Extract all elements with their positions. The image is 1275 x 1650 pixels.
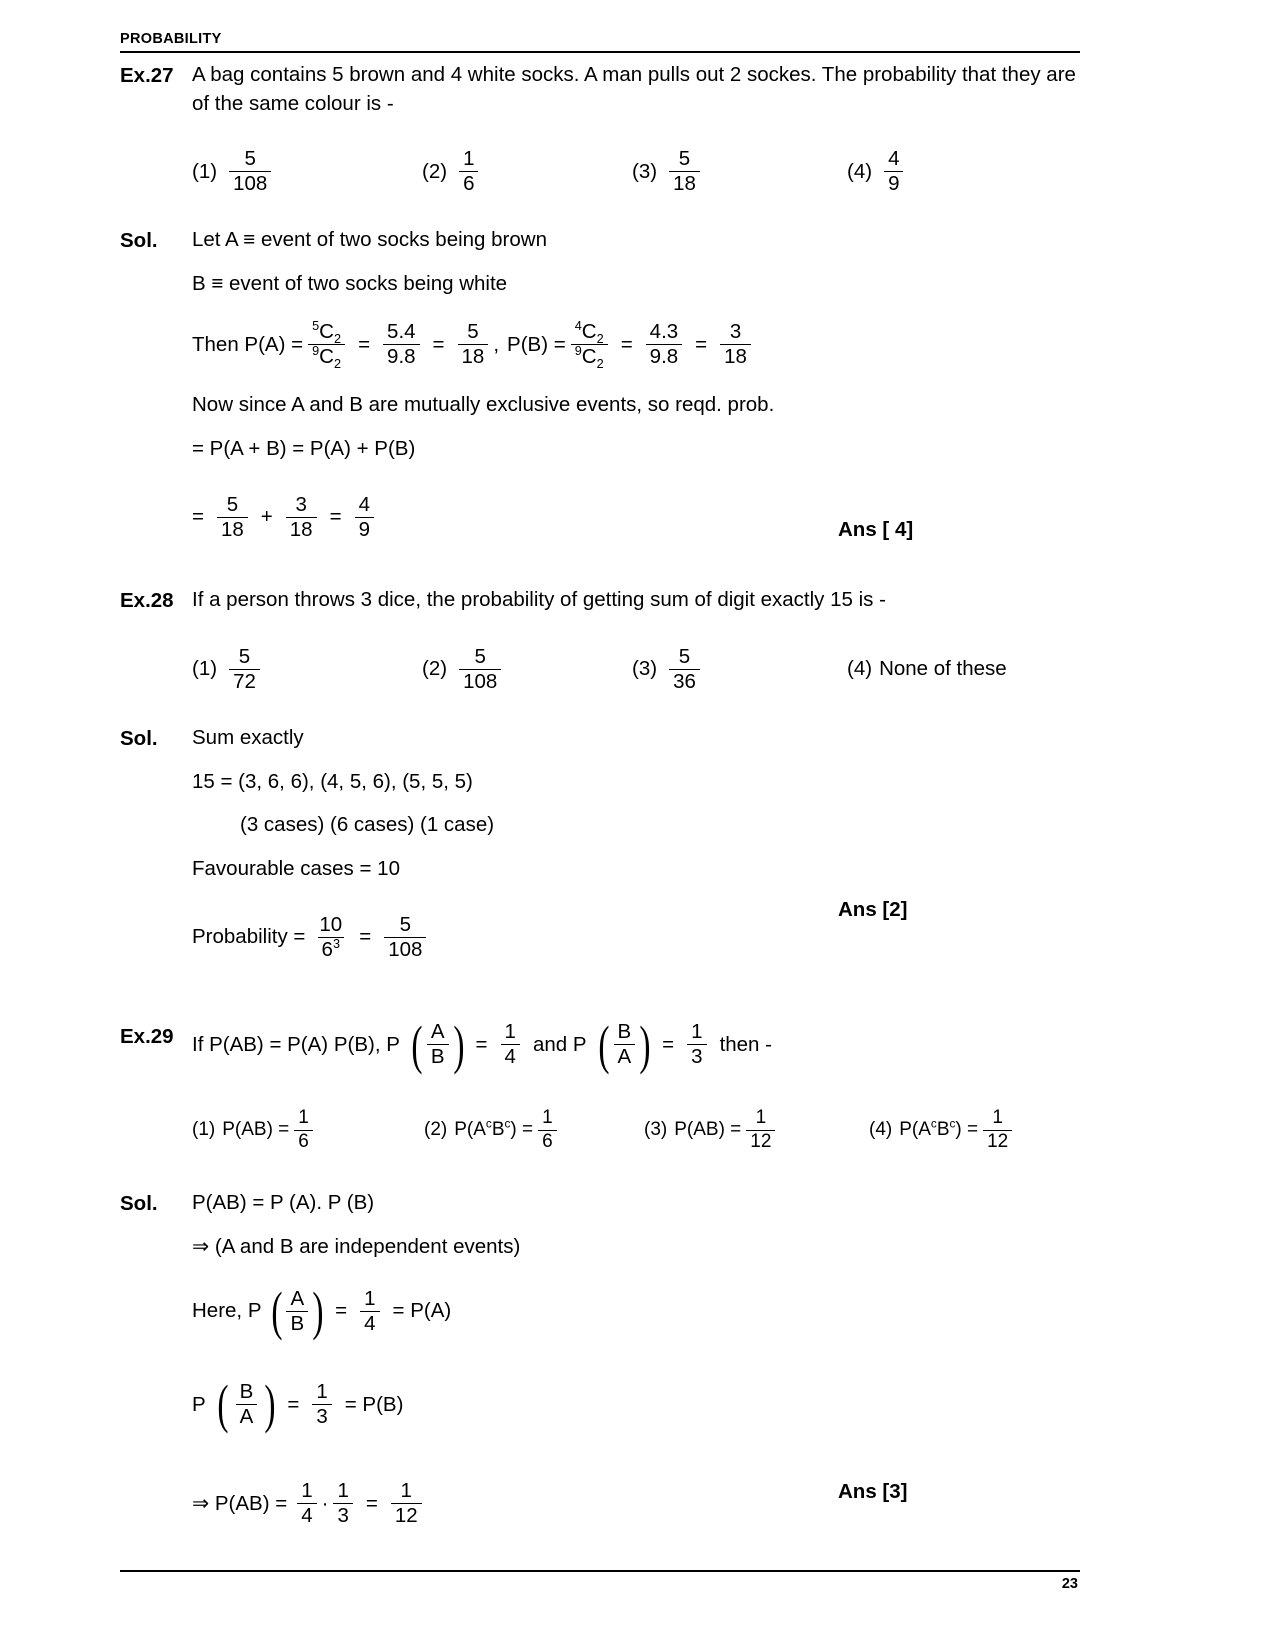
option-4[interactable] (847, 148, 908, 195)
pa-numerator-combination: $^5C_2$ (312, 318, 342, 346)
option-3-label: (3) (644, 1119, 668, 1141)
header-divider (120, 51, 1080, 53)
option-3-fraction: $\frac{5}{36}$ (669, 646, 700, 693)
six-cubed: $6^3$ (318, 937, 344, 961)
equals-sign: = (287, 1392, 300, 1416)
option-1[interactable] (192, 1108, 424, 1152)
pb-fraction-2: $\frac{4.3}{9.8}$ (646, 321, 683, 368)
option-3-expression: P(AB) = (674, 1119, 742, 1141)
right-paren-icon: ) (452, 1014, 465, 1075)
final-fraction-1: $\frac{1}{4}$ (297, 1480, 316, 1527)
solution-27-line-5: = P(A + B) = P(A) + P(B) (192, 436, 416, 460)
example-27-question-text: A bag contains 5 brown and 4 white socks. A man pulls out 2 sockes. The probability that they are of the same colour is - (192, 63, 1076, 116)
answer-marker-27: Ans [ 4] (838, 518, 914, 541)
conditional-probability-a-given-b (408, 1014, 468, 1075)
option-4-label: (4) (847, 159, 873, 183)
page-number: 23 (1061, 1576, 1078, 1592)
conditional-a-given-b (268, 1281, 328, 1342)
here-value-fraction: $\frac{1}{4}$ (360, 1288, 379, 1335)
pb-combination-fraction (571, 318, 608, 372)
option-2-fraction: $\frac{1}{6}$ (538, 1108, 557, 1152)
example-27-options (192, 148, 1095, 195)
option-1[interactable] (192, 646, 422, 693)
option-4-label: (4) (869, 1119, 893, 1141)
option-2[interactable] (422, 148, 632, 195)
equals-sign-final-2: = (329, 505, 342, 529)
solution-28-label: Sol. (120, 726, 158, 750)
comma-separator: , (493, 332, 500, 356)
pa-fraction-3: $\frac{5}{18}$ (458, 321, 489, 368)
pb-label: P (192, 1392, 206, 1416)
pb-tail: = P(B) (344, 1392, 404, 1416)
final-fraction-2: $\frac{1}{3}$ (333, 1480, 352, 1527)
equals-sign-1: = (358, 332, 371, 356)
probability-fraction-1: $\frac{10}{6^3}$ (319, 912, 343, 961)
example-29-solution-block (120, 1188, 1095, 1527)
option-2-label: (2) (424, 1119, 448, 1141)
example-29-options (192, 1108, 1095, 1152)
option-3-fraction: $\frac{5}{18}$ (669, 148, 700, 195)
option-1-fraction: $\frac{1}{6}$ (294, 1108, 313, 1152)
q29-fraction-1: $\frac{1}{4}$ (501, 1021, 520, 1068)
solution-28-probability-equation (192, 914, 1095, 961)
solution-29-final-equation (192, 1480, 1095, 1527)
option-3[interactable] (632, 646, 847, 693)
left-paren-icon: ( (270, 1281, 283, 1342)
option-4-text: None of these (879, 657, 1007, 681)
here-tail: = P(A) (392, 1299, 452, 1323)
solution-29-label: Sol. (120, 1192, 158, 1216)
q29-fraction-2: $\frac{1}{3}$ (687, 1021, 706, 1068)
q29-part-1: If P(AB) = P(A) P(B), P (192, 1032, 400, 1056)
equals-sign-4: = (695, 332, 708, 356)
final-fraction-3: $\frac{4}{9}$ (355, 494, 374, 541)
answer-marker-28: Ans [2] (838, 898, 908, 921)
left-paren-icon: ( (597, 1014, 610, 1075)
option-1-expression: P(AB) = (222, 1119, 290, 1141)
option-4[interactable] (869, 1108, 1017, 1152)
equals-sign: = (359, 925, 372, 949)
option-4-fraction: $\frac{4}{9}$ (884, 148, 903, 195)
example-28-question-block (120, 585, 1095, 616)
solution-27-line-4: Now since A and B are mutually exclusive events, so reqd. prob. (192, 393, 775, 417)
equals-sign: = (365, 1491, 378, 1515)
solution-28-line-3: (3 cases) (6 cases) (1 case) (240, 813, 495, 837)
cond-fraction-2: $\frac{B}{A}$ (614, 1021, 636, 1068)
then-pa-label: Then P(A) = (192, 332, 304, 356)
option-2[interactable] (422, 646, 632, 693)
final-fraction-2: $\frac{3}{18}$ (286, 494, 317, 541)
option-1-fraction: $\frac{5}{72}$ (229, 646, 260, 693)
page-content (120, 60, 1095, 1527)
option-2[interactable] (424, 1108, 644, 1152)
final-fraction-1: $\frac{5}{18}$ (217, 494, 248, 541)
equals-sign: = (335, 1299, 348, 1323)
example-29-label: Ex.29 (120, 1024, 174, 1048)
pb-numerator-combination: $^4C_2$ (574, 318, 604, 346)
option-4-expression: $P(A^cB^c)$ = (899, 1118, 979, 1141)
option-1-label: (1) (192, 159, 218, 183)
equals-sign-final-1: = (192, 505, 204, 529)
here-cond-fraction: $\frac{A}{B}$ (286, 1288, 308, 1335)
solution-29-line-1: P(AB) = P (A). P (B) (192, 1191, 375, 1215)
option-2-label: (2) (422, 657, 448, 681)
probability-label: Probability = (192, 925, 306, 949)
option-1-label: (1) (192, 657, 218, 681)
example-27-question-block (120, 60, 1095, 118)
probability-fraction-2: $\frac{5}{108}$ (384, 914, 426, 961)
example-28-options (192, 646, 1095, 693)
solution-28-line-4: Favourable cases = 10 (192, 856, 400, 880)
left-paren-icon: ( (411, 1014, 423, 1075)
option-4[interactable] (847, 654, 1007, 684)
example-28-options-block (120, 646, 1095, 693)
example-27-label: Ex.27 (120, 64, 174, 87)
answer-marker-29: Ans [3] (838, 1480, 908, 1503)
equals-sign-2: = (432, 332, 445, 356)
left-paren-icon: ( (217, 1374, 229, 1435)
chapter-title: PROBABILITY (120, 31, 222, 47)
solution-27-label: Sol. (120, 229, 158, 253)
solution-27-final-equation (192, 494, 1095, 541)
pb-cond-fraction: $\frac{B}{A}$ (236, 1381, 258, 1428)
right-paren-icon: ) (312, 1281, 324, 1342)
solution-29-line-2: ⇒ (A and B are independent events) (192, 1234, 521, 1258)
option-3-label: (3) (632, 657, 658, 681)
example-27-options-block (120, 148, 1095, 195)
solution-28-line-1: Sum exactly (192, 725, 304, 749)
equals-sign-2: = (662, 1032, 675, 1056)
equals-sign-3: = (620, 332, 633, 356)
option-2-label: (2) (422, 159, 448, 183)
pb-value-fraction: $\frac{1}{3}$ (312, 1381, 331, 1428)
final-fraction-3: $\frac{1}{12}$ (391, 1480, 422, 1527)
solution-29-here-equation (192, 1281, 1095, 1342)
q29-part-3: then - (719, 1032, 772, 1056)
cond-fraction-1: $\frac{A}{B}$ (427, 1021, 449, 1068)
example-29-question-text (192, 1014, 1095, 1075)
option-1[interactable] (192, 148, 422, 195)
conditional-probability-b-given-a (595, 1014, 655, 1075)
footer-divider (120, 1570, 1080, 1572)
example-29-options-block (120, 1108, 1095, 1152)
pa-combination-fraction (308, 318, 345, 372)
option-2-expression: $P(A^cB^c)$ = (454, 1118, 534, 1141)
example-28-solution-block (120, 723, 1095, 961)
solution-27-pa-pb-equation (192, 318, 1095, 372)
plus-sign: + (260, 505, 273, 529)
example-28-label: Ex.28 (120, 588, 174, 612)
option-2-fraction: $\frac{1}{6}$ (459, 148, 478, 195)
pa-fraction-2: $\frac{5.4}{9.8}$ (383, 321, 420, 368)
multiplication-dot: · (321, 1491, 329, 1515)
here-label: Here, P (192, 1299, 262, 1323)
solution-29-pb-equation (192, 1374, 1095, 1435)
right-paren-icon: ) (264, 1374, 276, 1435)
equals-sign-1: = (475, 1032, 488, 1056)
final-label: ⇒ P(AB) = (192, 1491, 288, 1515)
right-paren-icon: ) (639, 1014, 651, 1075)
option-3[interactable] (644, 1108, 869, 1152)
example-27-solution-block (120, 225, 1095, 540)
option-3-label: (3) (632, 159, 658, 183)
option-3[interactable] (632, 148, 847, 195)
conditional-b-given-a (214, 1374, 280, 1435)
option-1-label: (1) (192, 1119, 216, 1141)
pb-label: P(B) = (507, 332, 566, 356)
option-3-fraction: $\frac{1}{12}$ (746, 1108, 775, 1152)
q29-part-2: and P (532, 1032, 587, 1056)
solution-28-line-2: 15 = (3, 6, 6), (4, 5, 6), (5, 5, 5) (192, 769, 473, 793)
option-4-fraction: $\frac{1}{12}$ (983, 1108, 1012, 1152)
pb-denominator-combination: $^9C_2$ (571, 344, 608, 368)
example-29-question-block (120, 1014, 1095, 1075)
page-footer (120, 1570, 1080, 1592)
solution-27-line-1: Let A ≡ event of two socks being brown (192, 228, 547, 252)
option-4-label: (4) (847, 657, 873, 681)
pb-fraction-3: $\frac{3}{18}$ (720, 321, 751, 368)
pa-denominator-combination: $^9C_2$ (308, 344, 345, 368)
option-2-fraction: $\frac{5}{108}$ (459, 646, 501, 693)
example-28-question-text: If a person throws 3 dice, the probability of getting sum of digit exactly 15 is - (192, 587, 886, 611)
option-1-fraction: $\frac{5}{108}$ (229, 148, 271, 195)
page-header (120, 32, 1080, 53)
solution-27-line-2: B ≡ event of two socks being white (192, 272, 508, 296)
